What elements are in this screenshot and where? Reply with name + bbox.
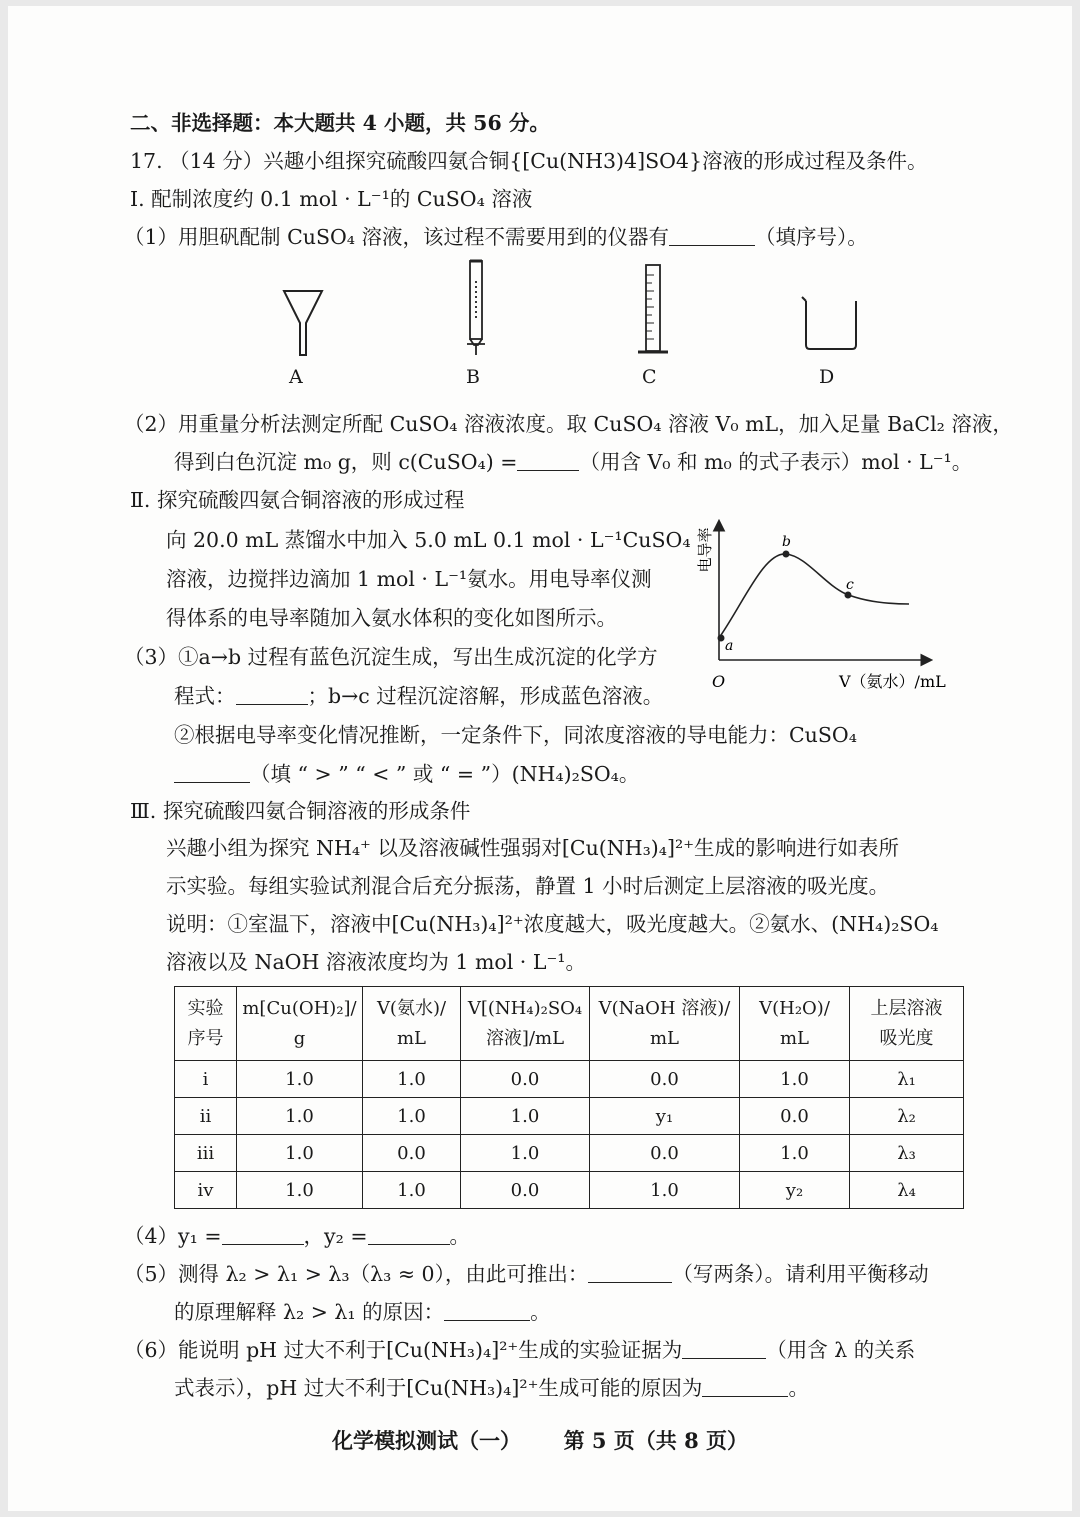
table-cell: 1.0	[237, 1098, 363, 1135]
table-cell: 1.0	[237, 1172, 363, 1209]
table-cell: 0.0	[461, 1172, 590, 1209]
q3-line1	[124, 643, 658, 671]
q1-number: （1）	[124, 225, 179, 249]
header-naoh-volume: V(NaOH 溶液)/ mL	[590, 987, 740, 1061]
instrument-label-d: D	[819, 366, 835, 388]
q1-text-a: 用胆矾配制 CuSO₄ 溶液，该过程不需要用到的仪器有	[178, 225, 670, 249]
part3-title: 探究硫酸四氨合铜溶液的形成条件	[162, 799, 471, 823]
section-title: 二、非选择题：本大题共 4 小题，共 56 分。	[130, 111, 550, 135]
q2-line1	[124, 410, 1013, 438]
part2-line1: 向 20.0 mL 蒸馏水中加入 5.0 mL 0.1 mol · L⁻¹CuSO₄	[166, 528, 691, 552]
conductivity-graph	[694, 512, 962, 702]
q6-evidence-blank[interactable]	[682, 1340, 766, 1359]
table-header-row	[175, 987, 964, 1061]
q3-text-2b: ；b→c 过程沉淀溶解，形成蓝色溶液。	[307, 684, 664, 708]
q4-y2-blank[interactable]	[368, 1226, 450, 1245]
table-row	[175, 1098, 964, 1135]
header-absorbance: 上层溶液 吸光度	[850, 987, 964, 1061]
header-trial-no: 实验 序号	[175, 987, 237, 1061]
table-cell: 1.0	[461, 1098, 590, 1135]
part2-line2: 溶液，边搅拌边滴加 1 mol · L⁻¹氨水。用电导率仪测	[166, 567, 652, 591]
table-cell: 1.0	[590, 1172, 740, 1209]
header-ammonia-volume: V(氨水)/ mL	[363, 987, 461, 1061]
q5-reason-blank[interactable]	[444, 1302, 530, 1321]
q5-text-2b: 。	[530, 1300, 551, 1324]
part1-heading	[130, 185, 532, 213]
q6-reason-blank[interactable]	[702, 1378, 788, 1397]
table-cell: ⅳ	[175, 1172, 237, 1209]
part2-label: Ⅱ.	[130, 488, 151, 512]
funnel-icon	[284, 291, 322, 355]
q1-text	[124, 223, 868, 251]
experiment-table	[174, 986, 964, 1209]
q3-line2	[174, 682, 663, 710]
table-cell: 1.0	[237, 1061, 363, 1098]
footer-page-number: 第 5 页（共 8 页）	[563, 1428, 749, 1453]
part3-label: Ⅲ.	[130, 799, 157, 823]
q5-inference-blank[interactable]	[588, 1264, 672, 1283]
q5-line1	[124, 1260, 929, 1288]
part3-line2: 示实验。每组实验试剂混合后充分振荡，静置 1 小时后测定上层溶液的吸光度。	[166, 874, 890, 898]
q6-text-2a: 式表示），pH 过大不利于[Cu(NH₃)₄]²⁺生成可能的原因为	[174, 1376, 703, 1400]
point-a	[718, 635, 725, 642]
q6-line1	[124, 1336, 915, 1364]
q6-text-1b: （用含 λ 的关系	[766, 1338, 916, 1362]
footer-title: 化学模拟测试（一）	[331, 1428, 521, 1453]
table-cell: ⅱ	[175, 1098, 237, 1135]
part1-label: Ⅰ.	[130, 187, 145, 211]
q17-intro-formula: {[Cu(NH3)4]SO4}	[509, 149, 703, 173]
table-row	[175, 1061, 964, 1098]
q5-text-2a: 的原理解释 λ₂ > λ₁ 的原因：	[174, 1300, 445, 1324]
table-cell: λ₂	[850, 1098, 964, 1135]
part3-line1: 兴趣小组为探究 NH₄⁺ 以及溶液碱性强弱对[Cu(NH₃)₄]²⁺生成的影响进行如表所	[166, 836, 900, 860]
q5-text-1b: （写两条）。请利用平衡移动	[672, 1262, 929, 1286]
q2-text-2a: 得到白色沉淀 m₀ g，则 c(CuSO₄) =	[174, 450, 518, 474]
q1-text-b: （填序号）。	[755, 225, 868, 249]
table-cell: 1.0	[363, 1098, 461, 1135]
q5-number: （5）	[124, 1262, 179, 1286]
q17-points: （14 分）	[169, 149, 264, 173]
q17-number: 17.	[130, 149, 163, 173]
q17-intro-text-b: 溶液的形成过程及条件。	[702, 149, 928, 173]
table-cell: y₂	[740, 1172, 850, 1209]
q2-text-1: 用重量分析法测定所配 CuSO₄ 溶液浓度。取 CuSO₄ 溶液 V₀ mL，加入足量 BaCl₂ 溶液，	[178, 412, 1013, 436]
q17-intro	[130, 147, 928, 175]
point-label-c: c	[846, 577, 854, 593]
q4-text-c: 。	[449, 1224, 471, 1248]
conductivity-curve	[719, 554, 909, 638]
q6-text-1a: 能说明 pH 过大不利于[Cu(NH₃)₄]²⁺生成的实验证据为	[178, 1338, 683, 1362]
q5-line2	[174, 1298, 551, 1326]
q3-line4	[174, 760, 639, 788]
part1-title: 配制浓度约 0.1 mol · L⁻¹的 CuSO₄ 溶液	[151, 187, 533, 211]
q2-answer-blank[interactable]	[517, 452, 579, 471]
table-row	[175, 1172, 964, 1209]
q1-answer-blank[interactable]	[669, 227, 755, 246]
q4-line	[124, 1222, 470, 1250]
table-cell: ⅰ	[175, 1061, 237, 1098]
instruments-illustration	[258, 251, 878, 361]
origin-label: O	[712, 672, 726, 691]
point-label-a: a	[725, 638, 734, 654]
table-cell: 0.0	[740, 1098, 850, 1135]
table-cell: y₁	[590, 1098, 740, 1135]
part3-line3: 说明：①室温下，溶液中[Cu(NH₃)₄]²⁺浓度越大，吸光度越大。②氨水、(NH₄)₂SO₄	[166, 912, 939, 936]
q2-number: （2）	[124, 412, 179, 436]
q3-text-2a: 程式：	[174, 684, 236, 708]
q3-equation-blank[interactable]	[236, 686, 308, 705]
table-cell: 0.0	[590, 1135, 740, 1172]
y-axis-label: 电导率	[696, 527, 714, 573]
header-nh4-2so4-volume: V[(NH₄)₂SO₄ 溶液]/mL	[461, 987, 590, 1061]
q3-line3: ②根据电导率变化情况推断，一定条件下，同浓度溶液的导电能力：CuSO₄	[174, 723, 857, 747]
q3-text-1: ①a→b 过程有蓝色沉淀生成，写出生成沉淀的化学方	[178, 645, 658, 669]
q2-line2	[174, 448, 972, 476]
part3-heading	[130, 797, 470, 825]
table-cell: λ₄	[850, 1172, 964, 1209]
table-cell: ⅲ	[175, 1135, 237, 1172]
exam-page	[8, 6, 1072, 1511]
part2-title: 探究硫酸四氨合铜溶液的形成过程	[156, 488, 465, 512]
table-cell: λ₁	[850, 1061, 964, 1098]
header-water-volume: V(H₂O)/ mL	[740, 987, 850, 1061]
q2-text-2b: （用含 V₀ 和 m₀ 的式子表示）mol · L⁻¹。	[579, 450, 973, 474]
point-label-b: b	[782, 534, 791, 550]
q6-text-2b: 。	[788, 1376, 809, 1400]
q3-compare-blank[interactable]	[174, 764, 250, 783]
q4-text-b: ，y₂ =	[303, 1224, 368, 1248]
x-axis-label: V（氨水）/mL	[839, 672, 946, 691]
q3-text-4: （填 “ > ” “ < ” 或 “ = ”）(NH₄)₂SO₄。	[250, 762, 640, 786]
table-cell: λ₃	[850, 1135, 964, 1172]
q4-number: （4）	[124, 1224, 179, 1248]
table-cell: 1.0	[740, 1061, 850, 1098]
burette-icon	[467, 261, 485, 355]
beaker-icon	[802, 297, 856, 349]
q4-text-a: y₁ =	[178, 1224, 222, 1248]
table-cell: 1.0	[363, 1061, 461, 1098]
graduated-cylinder-icon	[638, 265, 668, 352]
part3-line4: 溶液以及 NaOH 溶液浓度均为 1 mol · L⁻¹。	[166, 950, 586, 974]
header-cu-oh2-mass: m[Cu(OH)₂]/ g	[237, 987, 363, 1061]
table-row	[175, 1135, 964, 1172]
instrument-label-b: B	[466, 366, 480, 388]
table-cell: 1.0	[461, 1135, 590, 1172]
table-cell: 0.0	[590, 1061, 740, 1098]
table-cell: 1.0	[237, 1135, 363, 1172]
part2-line3: 得体系的电导率随加入氨水体积的变化如图所示。	[166, 606, 617, 630]
q6-line2	[174, 1374, 809, 1402]
table-cell: 1.0	[740, 1135, 850, 1172]
q3-number: （3）	[124, 645, 179, 669]
q17-intro-text-a: 兴趣小组探究硫酸四氨合铜	[263, 149, 510, 173]
q6-number: （6）	[124, 1338, 179, 1362]
part2-heading	[130, 486, 464, 514]
q5-text-1a: 测得 λ₂ > λ₁ > λ₃（λ₃ ≈ 0），由此可推出：	[178, 1262, 589, 1286]
table-cell: 1.0	[363, 1172, 461, 1209]
table-cell: 0.0	[363, 1135, 461, 1172]
instrument-label-a: A	[289, 366, 303, 388]
point-b	[783, 551, 790, 558]
instrument-label-c: C	[642, 366, 657, 388]
table-cell: 0.0	[461, 1061, 590, 1098]
page-footer	[8, 1425, 1072, 1455]
q4-y1-blank[interactable]	[222, 1226, 304, 1245]
